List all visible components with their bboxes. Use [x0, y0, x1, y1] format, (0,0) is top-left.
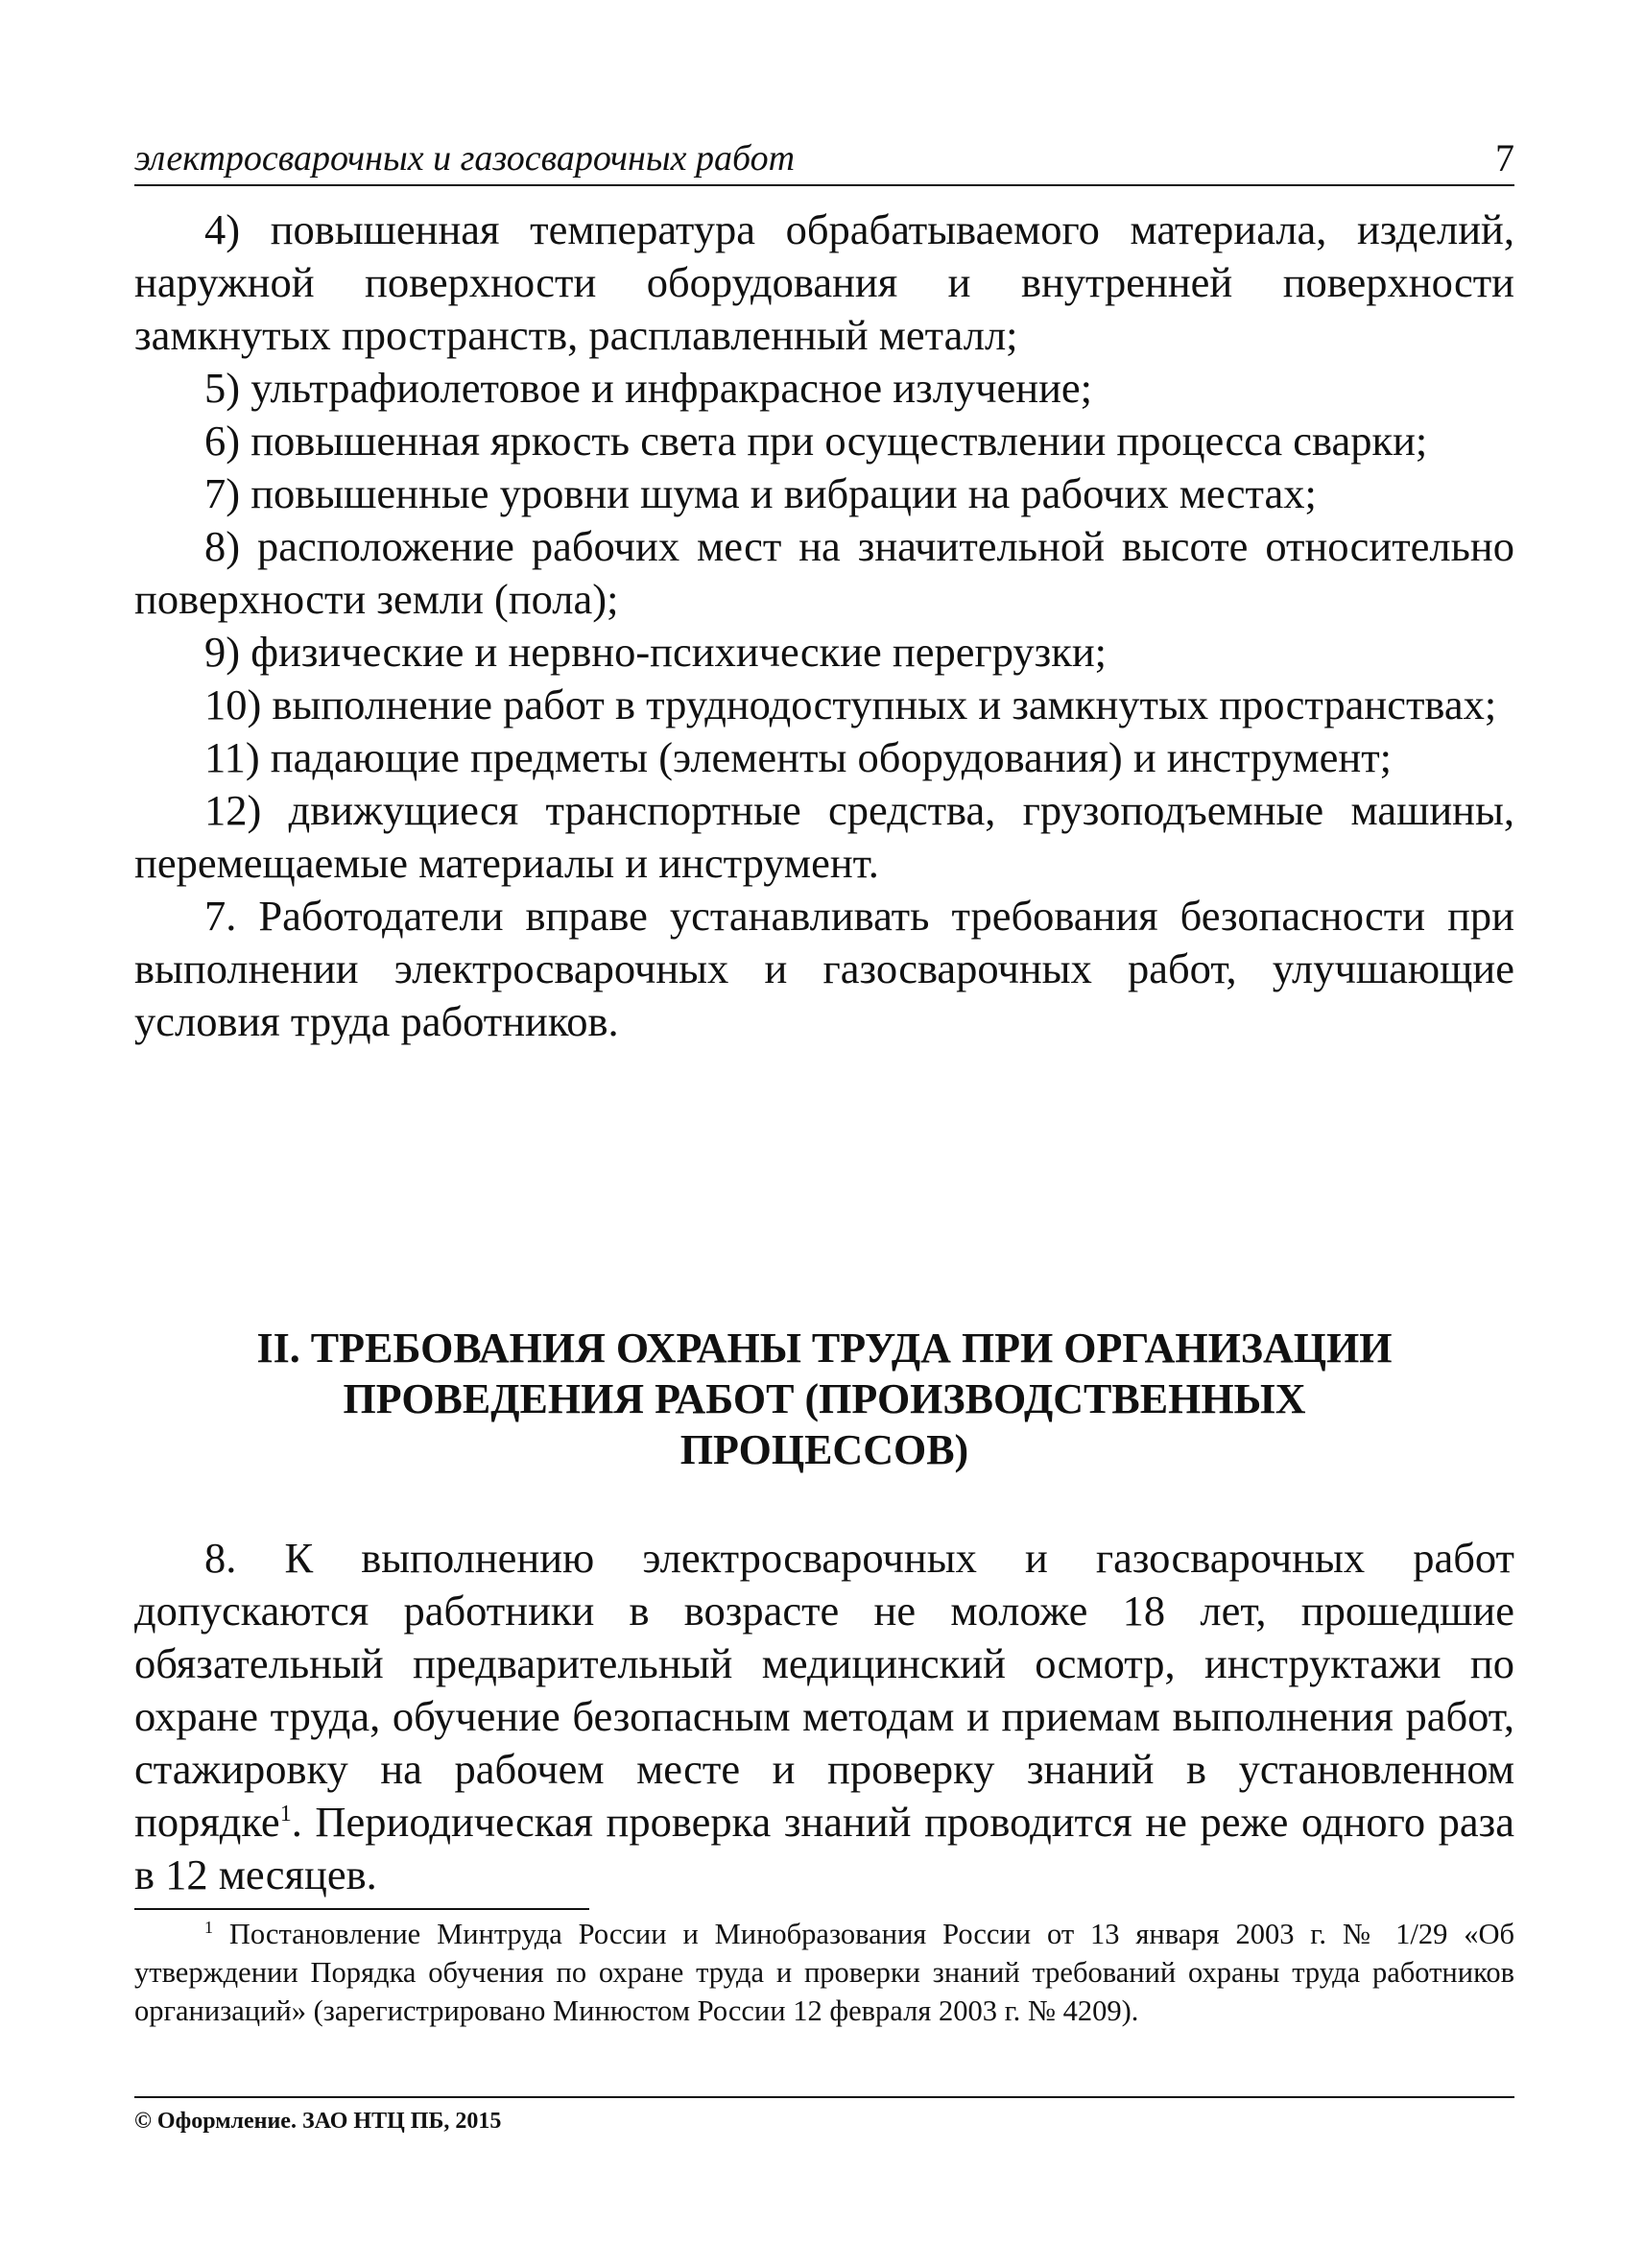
footnote-body: Постановление Минтруда России и Минобразования России от 13 января 2003 г. № 1/29 «Об утверждении Порядка обучения по охране труда и проверки знаний требований охраны труда работников организаций» (зарегистрировано Минюстом России 12 февраля 2003 г. № 4209). [134, 1918, 1514, 2027]
paragraph-8-text-after: . Периодическая проверка знаний проводится не реже одного раза в 12 месяцев. [134, 1798, 1514, 1898]
list-item: 9) физические и нервно-психические перегрузки; [204, 628, 1108, 676]
paragraph-8-text [134, 1532, 1514, 1901]
paragraph-8 [134, 1532, 1514, 1901]
section-heading-line: II. ТРЕБОВАНИЯ ОХРАНЫ ТРУДА ПРИ ОРГАНИЗАЦИИ [256, 1325, 1393, 1372]
copyright-notice: © Оформление. ЗАО НТЦ ПБ, 2015 [134, 2109, 502, 2134]
paragraph-7: 7. Работодатели вправе устанавливать требования безопасности при выполнении электросварочных и газосварочных работ, улучшающие условия труда работников. [134, 892, 1514, 1045]
list-item: 11) падающие предметы (элементы оборудования) и инструмент; [204, 733, 1393, 781]
footer-separator [134, 2096, 1514, 2098]
list-item: 10) выполнение работ в труднодоступных и замкнутых пространствах; [204, 680, 1497, 728]
list-item: 8) расположение рабочих мест на значительной высоте относительно поверхности земли (пола); [134, 522, 1514, 623]
footnote [134, 1915, 1514, 2030]
paragraph-8-text-before: 8. К выполнению электросварочных и газосварочных работ допускаются работники в возрасте не моложе 18 лет, прошедшие обязательный предварительный медицинский осмотр, инструктажи по охране труда, обучение безопасным методам и приемам выполнения работ, стажировку на рабочем месте и проверку знаний в установленном порядке [134, 1534, 1514, 1846]
section-heading-line: ПРОВЕДЕНИЯ РАБОТ (ПРОИЗВОДСТВЕННЫХ [343, 1375, 1306, 1422]
section-heading-line: ПРОЦЕССОВ) [679, 1426, 969, 1473]
list-item: 4) повышенная температура обрабатываемого материала, изделий, наружной поверхности оборудования и внутренней поверхности замкнутых пространств, расплавленный металл; [134, 205, 1514, 359]
list-item: 12) движущиеся транспортные средства, грузоподъемные машины, перемещаемые материалы и инструмент. [134, 786, 1514, 887]
footnote-reference[interactable]: 1 [279, 1802, 292, 1827]
running-title: электросварочных и газосварочных работ [134, 138, 796, 179]
list-item: 5) ультрафиолетовое и инфракрасное излучение; [204, 364, 1093, 412]
hazard-list [134, 203, 1514, 1048]
footnote-mark: 1 [204, 1917, 213, 1937]
footnote-separator [134, 1908, 589, 1910]
page-number: 7 [1495, 136, 1514, 179]
list-item: 6) повышенная яркость света при осуществлении процесса сварки; [204, 417, 1428, 465]
section-heading [134, 1323, 1514, 1475]
running-header [134, 123, 1514, 186]
list-item: 7) повышенные уровни шума и вибрации на рабочих местах; [204, 469, 1317, 517]
footnote-text [134, 1915, 1514, 2030]
